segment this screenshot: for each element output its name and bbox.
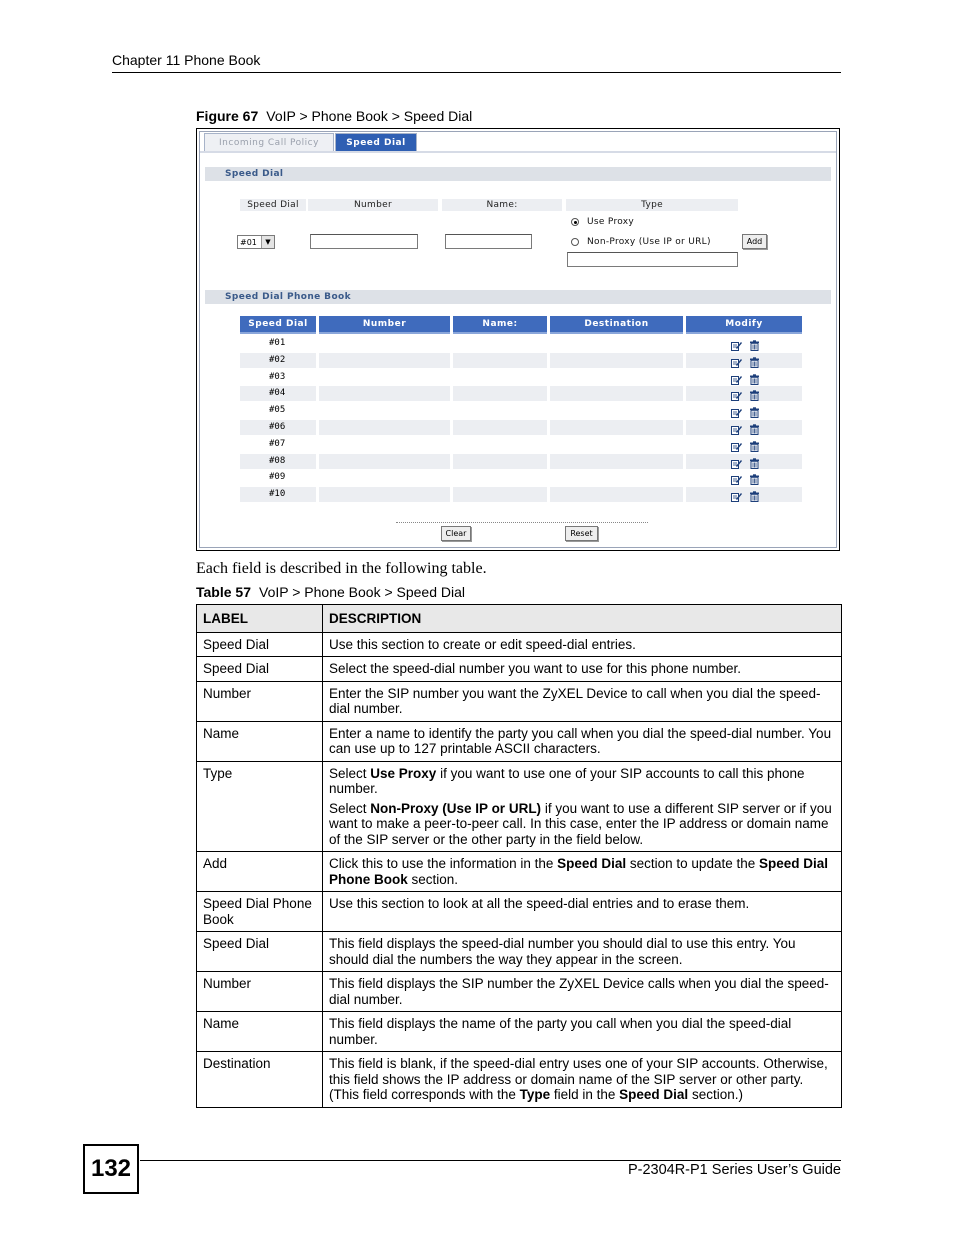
row-description	[323, 852, 842, 892]
phone-book-row	[240, 336, 806, 353]
row-label: Speed Dial	[197, 932, 323, 972]
text-span: if you want to use a different SIP server or if you want to make a peer-to-peer call. In this case, enter the IP address or domain name of the SIP server or the other party in the field below.	[329, 800, 832, 847]
phone-book-row	[240, 403, 806, 420]
use-proxy-radio[interactable]	[571, 218, 579, 226]
figure-title: VoIP > Phone Book > Speed Dial	[266, 108, 473, 124]
edit-icon[interactable]	[731, 439, 742, 450]
bold-span: Non-Proxy (Use IP or URL)	[370, 800, 542, 816]
edit-icon[interactable]	[731, 472, 742, 483]
phone-book-cell	[550, 420, 683, 435]
phone-book-cell	[686, 336, 802, 351]
tab-underline	[200, 151, 836, 153]
phone-book-cell	[550, 370, 683, 385]
row-description: Enter the SIP number you want the ZyXEL Device to call when you dial the speed-dial number.	[323, 681, 842, 721]
non-proxy-label: Non-Proxy (Use IP or URL)	[587, 237, 711, 247]
text-span: Select	[329, 765, 371, 781]
pb-header-number: Number	[319, 316, 450, 334]
phone-book-cell	[319, 386, 450, 401]
name-input[interactable]	[445, 234, 532, 249]
trash-icon[interactable]	[749, 439, 760, 450]
phone-book-cell	[550, 487, 683, 502]
trash-icon[interactable]	[749, 355, 760, 366]
speed-dial-number: #05	[269, 405, 286, 416]
tab-speed-dial[interactable]: Speed Dial	[335, 133, 417, 152]
row-description	[323, 761, 842, 852]
phone-book-cell	[453, 386, 547, 401]
phone-book-cell	[453, 403, 547, 418]
phone-book-cell	[550, 386, 683, 401]
speed-dial-number: #07	[269, 438, 286, 449]
form-header-name: Name:	[442, 199, 562, 211]
body-text: Each field is described in the following table.	[196, 560, 487, 577]
text-span: Select	[329, 800, 371, 816]
phone-book-cell	[453, 454, 547, 469]
row-description: Use this section to look at all the speed-dial entries and to erase them.	[323, 892, 842, 932]
section-speed-dial-title: Speed Dial	[205, 167, 831, 181]
phone-book-row	[240, 386, 806, 403]
phone-book-cell	[550, 336, 683, 351]
divider-dotted	[396, 522, 648, 523]
phone-book-cell	[453, 487, 547, 502]
speed-dial-number: #01	[269, 338, 286, 348]
row-description: This field displays the speed-dial number you should dial to use this entry. You should dial the numbers the way they appear in the screen.	[323, 932, 842, 972]
text-span: section.)	[688, 1087, 743, 1102]
phone-book-row	[240, 353, 806, 370]
phone-book-cell	[686, 437, 802, 452]
chevron-down-icon: ▼	[261, 236, 274, 248]
phone-book-cell	[453, 437, 547, 452]
header-description: DESCRIPTION	[323, 605, 842, 633]
edit-icon[interactable]	[731, 405, 742, 416]
trash-icon[interactable]	[749, 405, 760, 416]
bold-span: Speed Dial Phone Book	[329, 856, 829, 887]
chapter-header: Chapter 11 Phone Book	[112, 52, 261, 68]
number-input[interactable]	[310, 234, 418, 249]
phone-book-cell	[319, 437, 450, 452]
speed-dial-number: #04	[269, 388, 286, 399]
phone-book-cell	[453, 420, 547, 435]
table-row	[197, 972, 842, 1012]
speed-dial-number: #02	[269, 354, 286, 365]
reset-button[interactable]: Reset	[565, 526, 598, 541]
phone-book-row	[240, 370, 806, 387]
header-label: LABEL	[197, 605, 323, 633]
phone-book-cell	[319, 370, 450, 385]
trash-icon[interactable]	[749, 456, 760, 467]
table-caption	[196, 584, 465, 600]
section-phone-book-title: Speed Dial Phone Book	[205, 290, 831, 304]
guide-title: P-2304R-P1 Series User’s Guide	[627, 1162, 841, 1178]
row-description: This field displays the name of the party you call when you dial the speed-dial number.	[323, 1012, 842, 1052]
text-span: Click this to use the information in the	[329, 856, 558, 871]
figure-caption	[196, 108, 472, 124]
type-desc-p2	[329, 801, 836, 848]
phone-book-cell	[453, 336, 547, 351]
phone-book-cell	[319, 403, 450, 418]
description-table	[196, 604, 842, 1108]
phone-book-cell	[550, 403, 683, 418]
form-header-number: Number	[308, 199, 438, 211]
trash-icon[interactable]	[749, 388, 760, 399]
speed-dial-number: #03	[269, 371, 286, 382]
speed-dial-select-value: #01	[240, 238, 257, 247]
table-row	[197, 1012, 842, 1052]
row-label: Speed Dial Phone Book	[197, 892, 323, 932]
bold-span: Speed Dial	[557, 856, 627, 871]
text-span: if you want to use one of your SIP accounts to call this phone number.	[329, 765, 805, 796]
use-proxy-label: Use Proxy	[587, 217, 635, 227]
destination-input[interactable]	[567, 252, 738, 267]
row-description: Select the speed-dial number you want to use for this phone number.	[323, 657, 842, 682]
phone-book-cell	[319, 336, 450, 351]
phone-book-row	[240, 437, 806, 454]
phone-book-cell	[453, 370, 547, 385]
tab-incoming-call-policy[interactable]: Incoming Call Policy	[204, 133, 334, 152]
phone-book-cell	[686, 487, 802, 502]
phone-book-cell	[686, 470, 802, 485]
phone-book-row	[240, 470, 806, 487]
table-row	[197, 892, 842, 932]
trash-icon[interactable]	[749, 338, 760, 349]
phone-book-cell	[686, 420, 802, 435]
edit-icon[interactable]	[731, 456, 742, 467]
pb-header-destination: Destination	[550, 316, 683, 334]
phone-book-cell	[453, 470, 547, 485]
row-label: Type	[197, 761, 323, 852]
table-label: Table 57	[196, 584, 251, 600]
table-row	[197, 681, 842, 721]
phone-book-cell	[319, 420, 450, 435]
edit-icon[interactable]	[731, 489, 742, 500]
phone-book-row	[240, 487, 806, 504]
footer-rule	[140, 1160, 841, 1161]
pb-header-modify: Modify	[686, 316, 802, 334]
page-number: 132	[83, 1144, 139, 1194]
phone-book-row	[240, 454, 806, 471]
table-title: VoIP > Phone Book > Speed Dial	[259, 584, 466, 600]
phone-book-cell	[686, 370, 802, 385]
table-row	[197, 657, 842, 682]
trash-icon[interactable]	[749, 472, 760, 483]
table-row	[197, 632, 842, 657]
text-span: section.	[407, 871, 459, 887]
speed-dial-number: #09	[269, 472, 286, 483]
phone-book-cell	[550, 454, 683, 469]
phone-book-cell	[319, 353, 450, 368]
phone-book-cell	[453, 353, 547, 368]
phone-book-cell	[686, 386, 802, 401]
row-label: Number	[197, 681, 323, 721]
row-label: Name	[197, 1012, 323, 1052]
row-description	[323, 1052, 842, 1108]
row-label: Speed Dial	[197, 632, 323, 657]
add-button[interactable]: Add	[742, 234, 767, 249]
phone-book-cell	[550, 353, 683, 368]
table-row	[197, 721, 842, 761]
clear-button[interactable]: Clear	[441, 526, 471, 541]
figure-label: Figure 67	[196, 108, 259, 124]
phone-book-cell	[319, 470, 450, 485]
phone-book-cell	[686, 403, 802, 418]
edit-icon[interactable]	[731, 388, 742, 399]
row-label: Name	[197, 721, 323, 761]
header-rule	[112, 72, 841, 73]
form-header-type: Type	[566, 199, 738, 211]
bold-span: Speed Dial	[619, 1087, 689, 1102]
bold-span: Use Proxy	[370, 765, 437, 781]
phone-book-cell	[550, 470, 683, 485]
speed-dial-number: #10	[269, 489, 286, 500]
table-row	[197, 761, 842, 852]
phone-book-cell	[319, 454, 450, 469]
row-label: Speed Dial	[197, 657, 323, 682]
phone-book-cell	[686, 353, 802, 368]
row-description: This field displays the SIP number the ZyXEL Device calls when you dial the speed-dial number.	[323, 972, 842, 1012]
speed-dial-screenshot	[196, 128, 840, 551]
row-label: Add	[197, 852, 323, 892]
row-description: Enter a name to identify the party you call when you dial the speed-dial number. You can use up to 127 printable ASCII characters.	[323, 721, 842, 761]
row-label: Number	[197, 972, 323, 1012]
phone-book-cell	[319, 487, 450, 502]
bold-span: Type	[519, 1087, 551, 1102]
phone-book-cell	[550, 437, 683, 452]
text-span: section to update the	[626, 856, 759, 871]
trash-icon[interactable]	[749, 372, 760, 383]
row-label: Destination	[197, 1052, 323, 1108]
table-row	[197, 1052, 842, 1108]
row-description: Use this section to create or edit speed-dial entries.	[323, 632, 842, 657]
pb-header-speed-dial: Speed Dial	[240, 316, 316, 334]
speed-dial-number: #08	[269, 455, 286, 466]
table-header-row	[197, 605, 842, 633]
text-span: This field is blank, if the speed-dial entry uses one of your SIP accounts. Otherwise, this field shows the IP address or domain name of the SIP server or other party. (This field corresponds with the	[329, 1056, 828, 1102]
edit-icon[interactable]	[731, 338, 742, 349]
table-row	[197, 852, 842, 892]
phone-book-row	[240, 420, 806, 437]
phone-book-cell	[686, 454, 802, 469]
speed-dial-select[interactable]	[237, 235, 275, 249]
speed-dial-number: #06	[269, 422, 286, 432]
non-proxy-radio[interactable]	[571, 238, 579, 246]
text-span: field in the	[550, 1087, 620, 1102]
trash-icon[interactable]	[749, 489, 760, 500]
trash-icon[interactable]	[749, 422, 760, 433]
table-row	[197, 932, 842, 972]
edit-icon[interactable]	[731, 355, 742, 366]
edit-icon[interactable]	[731, 422, 742, 433]
edit-icon[interactable]	[731, 372, 742, 383]
type-desc-p1	[329, 766, 836, 797]
form-header-speed-dial: Speed Dial	[240, 199, 306, 211]
pb-header-name: Name:	[453, 316, 547, 334]
screenshot-panel	[199, 131, 837, 548]
